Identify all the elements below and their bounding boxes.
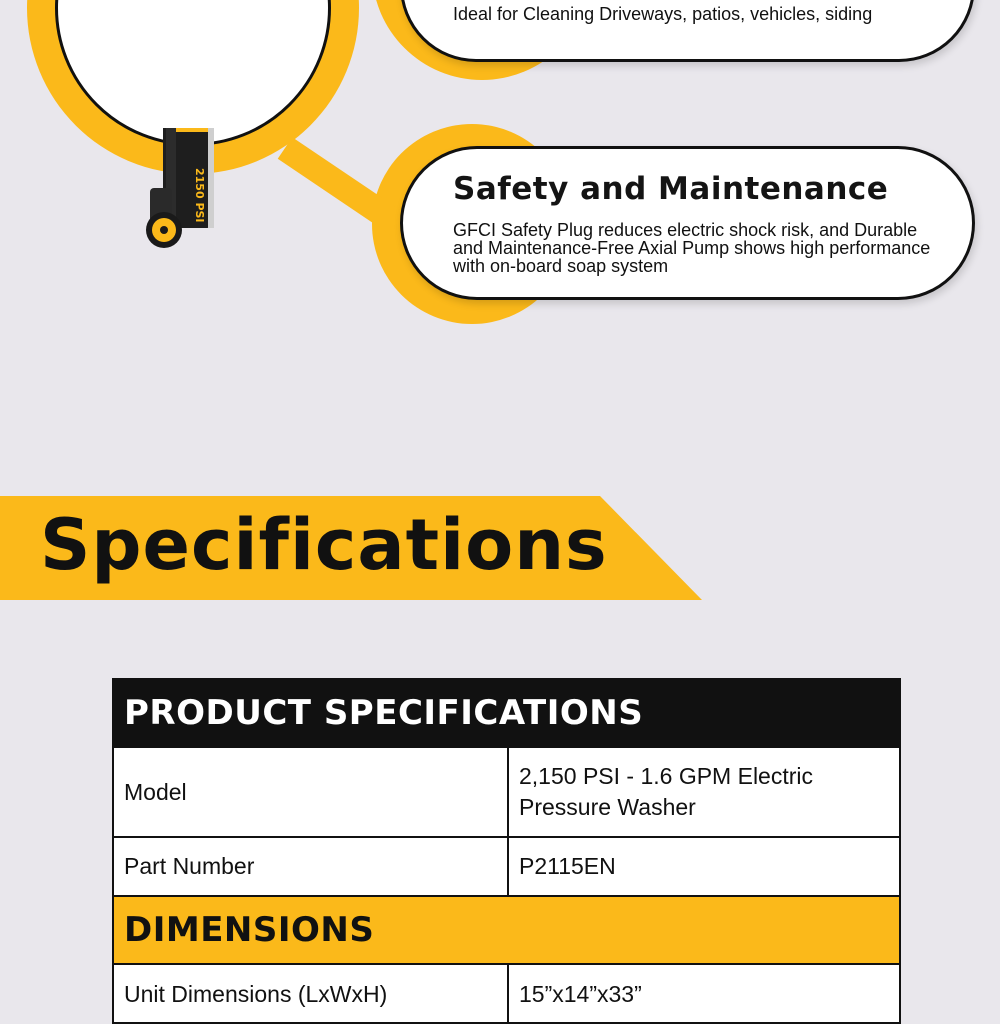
table-row: [113, 837, 900, 896]
spec-label: Unit Dimensions (LxWxH): [113, 964, 508, 1023]
spec-value: 15”x14”x33”: [508, 964, 900, 1023]
spec-label: Part Number: [113, 837, 508, 896]
spec-table: [112, 678, 901, 1024]
spec-value: 2,150 PSI - 1.6 GPM Electric Pressure Washer: [508, 747, 900, 837]
spec-label: Model: [113, 747, 508, 837]
product-label: 2150 PSI: [193, 168, 206, 223]
table-row: [113, 747, 900, 837]
table-section-heading: PRODUCT SPECIFICATIONS: [113, 679, 900, 747]
table-row: [113, 964, 900, 1023]
table-section-heading: DIMENSIONS: [113, 896, 900, 964]
product-image-frame: [55, 0, 331, 146]
feature-pill-safety: [400, 146, 975, 300]
section-heading: Specifications: [40, 504, 608, 586]
pressure-washer-image: [88, 128, 228, 253]
feature-pill-cleaning: [400, 0, 975, 62]
feature-description: GFCI Safety Plug reduces electric shock risk, and Durable and Maintenance-Free Axial Pump shows high performance with on-board soap system: [453, 220, 931, 276]
spec-value: P2115EN: [508, 837, 900, 896]
feature-description: Ideal for Cleaning Driveways, patios, vehicles, siding: [453, 4, 873, 24]
feature-title: Safety and Maintenance: [453, 171, 889, 207]
